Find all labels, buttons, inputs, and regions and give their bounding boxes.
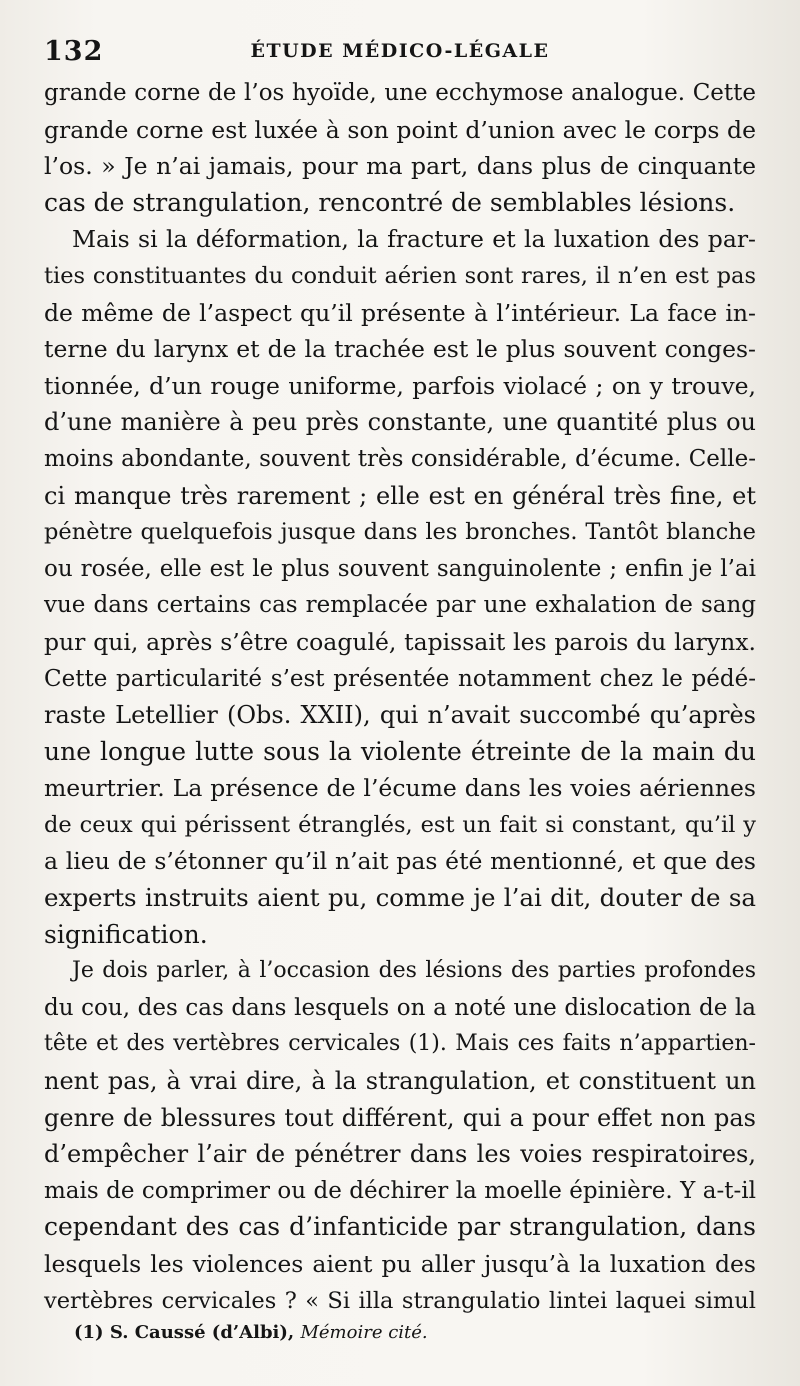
- text-line: ou rosée, elle est le plus souvent sanguinolente ; enfin je l’ai: [44, 555, 756, 582]
- text-line: ci manque très rarement ; elle est en général très fine, et: [44, 481, 756, 510]
- page-header: [44, 36, 756, 70]
- text-line: de même de l’aspect qu’il présente à l’intérieur. La face in-: [44, 298, 756, 327]
- text-line: experts instruits aient pu, comme je l’ai dit, douter de sa: [44, 883, 756, 913]
- text-line: d’une manière à peu près constante, une quantité plus ou: [44, 408, 756, 437]
- text-line: signification.: [44, 919, 208, 949]
- text-line: ties constituantes du conduit aérien sont rares, il n’en est pas: [44, 262, 756, 289]
- running-head: ÉTUDE MÉDICO-LÉGALE: [250, 40, 550, 62]
- text-line: lesquels les violences aient pu aller jusqu’à la luxation des: [44, 1250, 756, 1278]
- text-line: de ceux qui périssent étranglés, est un fait si constant, qu’il y: [44, 811, 756, 838]
- text-line: nent pas, à vrai dire, à la strangulation, et constituent un: [44, 1067, 756, 1096]
- text-line: genre de blessures tout différent, qui a pour effet non pas: [44, 1103, 756, 1132]
- text-line: Cette particularité s’est présentée notamment chez le pédé-: [44, 665, 756, 692]
- text-line: tête et des vertèbres cervicales (1). Mais ces faits n’appartien-: [44, 1031, 756, 1057]
- text-line: du cou, des cas dans lesquels on a noté une dislocation de la: [44, 994, 756, 1021]
- text-line: terne du larynx et de la trachée est le plus souvent conges-: [44, 335, 756, 364]
- text-line: une longue lutte sous la violente étreinte de la main du: [44, 736, 756, 766]
- text-line: Je dois parler, à l’occasion des lésions des parties profondes: [72, 958, 756, 984]
- text-line: d’empêcher l’air de pénétrer dans les voies respiratoires,: [44, 1140, 756, 1169]
- body-text: [44, 75, 756, 1319]
- text-line: moins abondante, souvent très considérable, d’écume. Celle-: [44, 445, 756, 472]
- text-line: a lieu de s’étonner qu’il n’ait pas été mentionné, et que des: [44, 847, 756, 876]
- footnote-marker: (1): [74, 1322, 104, 1343]
- text-line: cas de strangulation, rencontré de semblables lésions.: [44, 187, 736, 217]
- footnote-text: S. Caussé (d’Albi),: [109, 1322, 295, 1343]
- text-line: tionnée, d’un rouge uniforme, parfois violacé ; on y trouve,: [44, 371, 756, 400]
- text-line: pur qui, après s’être coagulé, tapissait les parois du larynx.: [44, 627, 756, 656]
- text-line: mais de comprimer ou de déchirer la moelle épinière. Y a-t-il: [44, 1177, 756, 1204]
- text-line: grande corne est luxée à son point d’union avec le corps de: [44, 115, 756, 144]
- text-line: vue dans certains cas remplacée par une exhalation de sang: [44, 592, 756, 619]
- text-line: pénètre quelquefois jusque dans les bronches. Tantôt blanche: [44, 519, 756, 546]
- footnote: [74, 1322, 428, 1343]
- text-line: vertèbres cervicales ? « Si illa strangulatio lintei laquei simul: [44, 1287, 756, 1314]
- text-line: l’os. » Je n’ai jamais, pour ma part, dans plus de cinquante: [44, 152, 756, 181]
- footnote-cite: Mémoire cité.: [300, 1322, 428, 1343]
- text-line: Mais si la déformation, la fracture et la luxation des par-: [72, 225, 756, 254]
- text-line: cependant des cas d’infanticide par strangulation, dans: [44, 1212, 756, 1242]
- page-number: 132: [44, 36, 104, 67]
- text-line: grande corne de l’os hyoïde, une ecchymose analogue. Cette: [44, 80, 756, 106]
- text-line: meurtrier. La présence de l’écume dans les voies aériennes: [44, 774, 756, 803]
- text-line: raste Letellier (Obs. XXII), qui n’avait succombé qu’après: [44, 701, 756, 730]
